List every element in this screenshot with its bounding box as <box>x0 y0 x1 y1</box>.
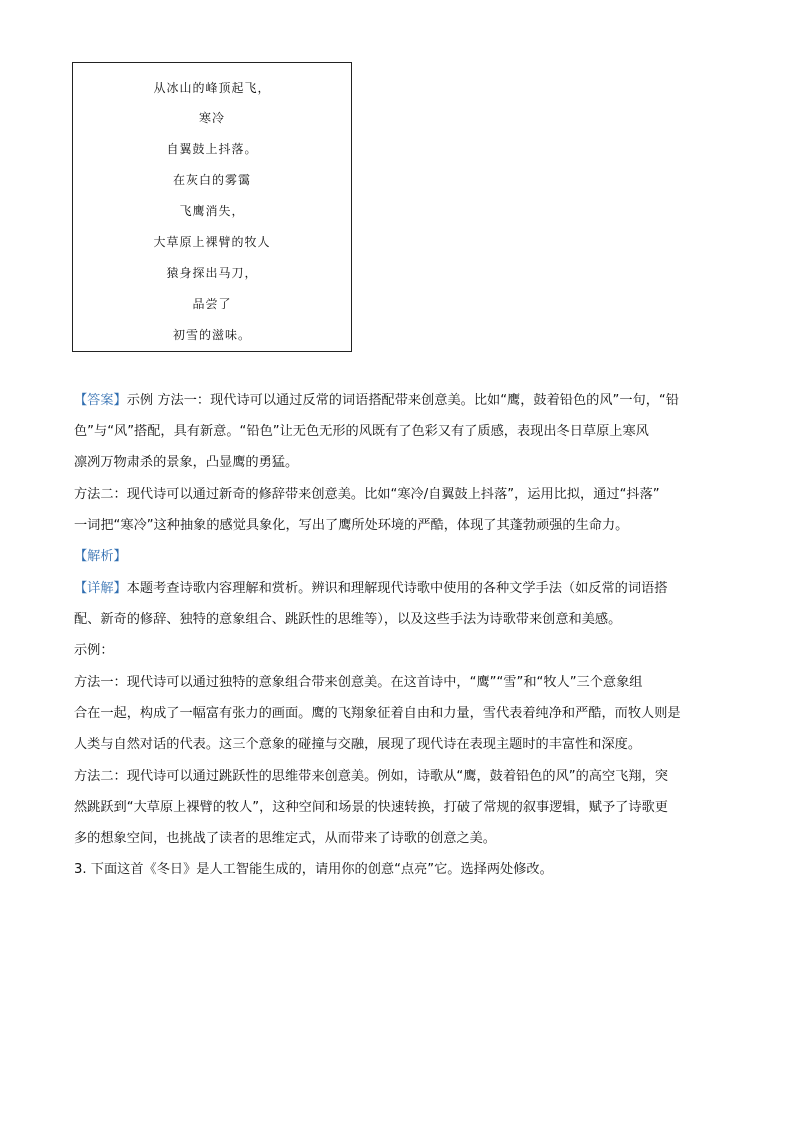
poem-line: 自翼鼓上抖落。 <box>166 142 258 156</box>
analysis-tag: 【解析】 <box>74 549 127 564</box>
answer-tag: 【答案】 <box>74 393 127 408</box>
poem-line: 从冰山的峰顶起飞， <box>153 81 271 95</box>
answer-line: 一词把“寒冷”这种抽象的感觉具象化，写出了鹰所处环境的严酷，体现了其蓬勃顽强的生命力。 <box>74 518 629 533</box>
detail-line: 配、新奇的修辞、独特的意象组合、跳跃性的思维等），以及这些手法为诗歌带来创意和美感。 <box>74 612 622 627</box>
detail-line: 人类与自然对话的代表。这三个意象的碰撞与交融，展现了现代诗在表现主题时的丰富性和深度。 <box>74 737 642 752</box>
answer-line: 色”与“风”搭配，具有新意。“铅色”让无色无形的风既有了色彩又有了质感，表现出冬日草原上寒风 <box>74 424 649 439</box>
detail-line: 合在一起，构成了一幅富有张力的画面。鹰的飞翔象征着自由和力量，雪代表着纯净和严酷，而牧人则是 <box>74 706 681 721</box>
poem-line: 猿身探出马刀， <box>166 266 258 280</box>
answer-line: 方法二：现代诗可以通过新奇的修辞带来创意美。比如“寒冷/自翼鼓上抖落”，运用比拟，通过“抖落” <box>74 487 660 502</box>
poem-box <box>72 62 352 352</box>
poem-line: 品尝了 <box>192 297 232 311</box>
detail-tag: 【详解】 <box>74 581 127 596</box>
poem-line: 大草原上裸臂的牧人 <box>153 235 271 249</box>
detail-line: 方法二：现代诗可以通过跳跃性的思维带来创意美。例如，诗歌从“鹰，鼓着铅色的风”的高空飞翔，突 <box>74 769 668 784</box>
detail-line: 示例： <box>74 643 114 658</box>
poem-line: 寒冷 <box>198 111 225 125</box>
poem-line: 初雪的滋味。 <box>172 328 251 342</box>
answer-line: 【答案】示例 方法一：现代诗可以通过反常的词语搭配带来创意美。比如“鹰，鼓着铅色的风”一句，“铅 <box>74 393 679 408</box>
poem-line: 在灰白的雾霭 <box>172 173 251 187</box>
answer-line: 凛冽万物肃杀的景象，凸显鹰的勇猛。 <box>74 455 299 470</box>
detail-line: 然跳跃到“大草原上裸臂的牧人”，这种空间和场景的快速转换，打破了常规的叙事逻辑，赋予了诗歌更 <box>74 800 668 815</box>
detail-line: 方法一：现代诗可以通过独特的意象组合带来创意美。在这首诗中，“鹰”“雪”和“牧人”三个意象组 <box>74 675 643 690</box>
poem-line: 飞鹰消失， <box>179 204 245 218</box>
detail-line: 【详解】本题考查诗歌内容理解和赏析。辨识和理解现代诗歌中使用的各种文学手法（如反常的词语搭 <box>74 581 668 596</box>
detail-line: 多的想象空间，也挑战了读者的思维定式，从而带来了诗歌的创意之美。 <box>74 831 496 846</box>
question-3: 3. 下面这首《冬日》是人工智能生成的，请用你的创意“点亮”它。选择两处修改。 <box>74 862 553 877</box>
